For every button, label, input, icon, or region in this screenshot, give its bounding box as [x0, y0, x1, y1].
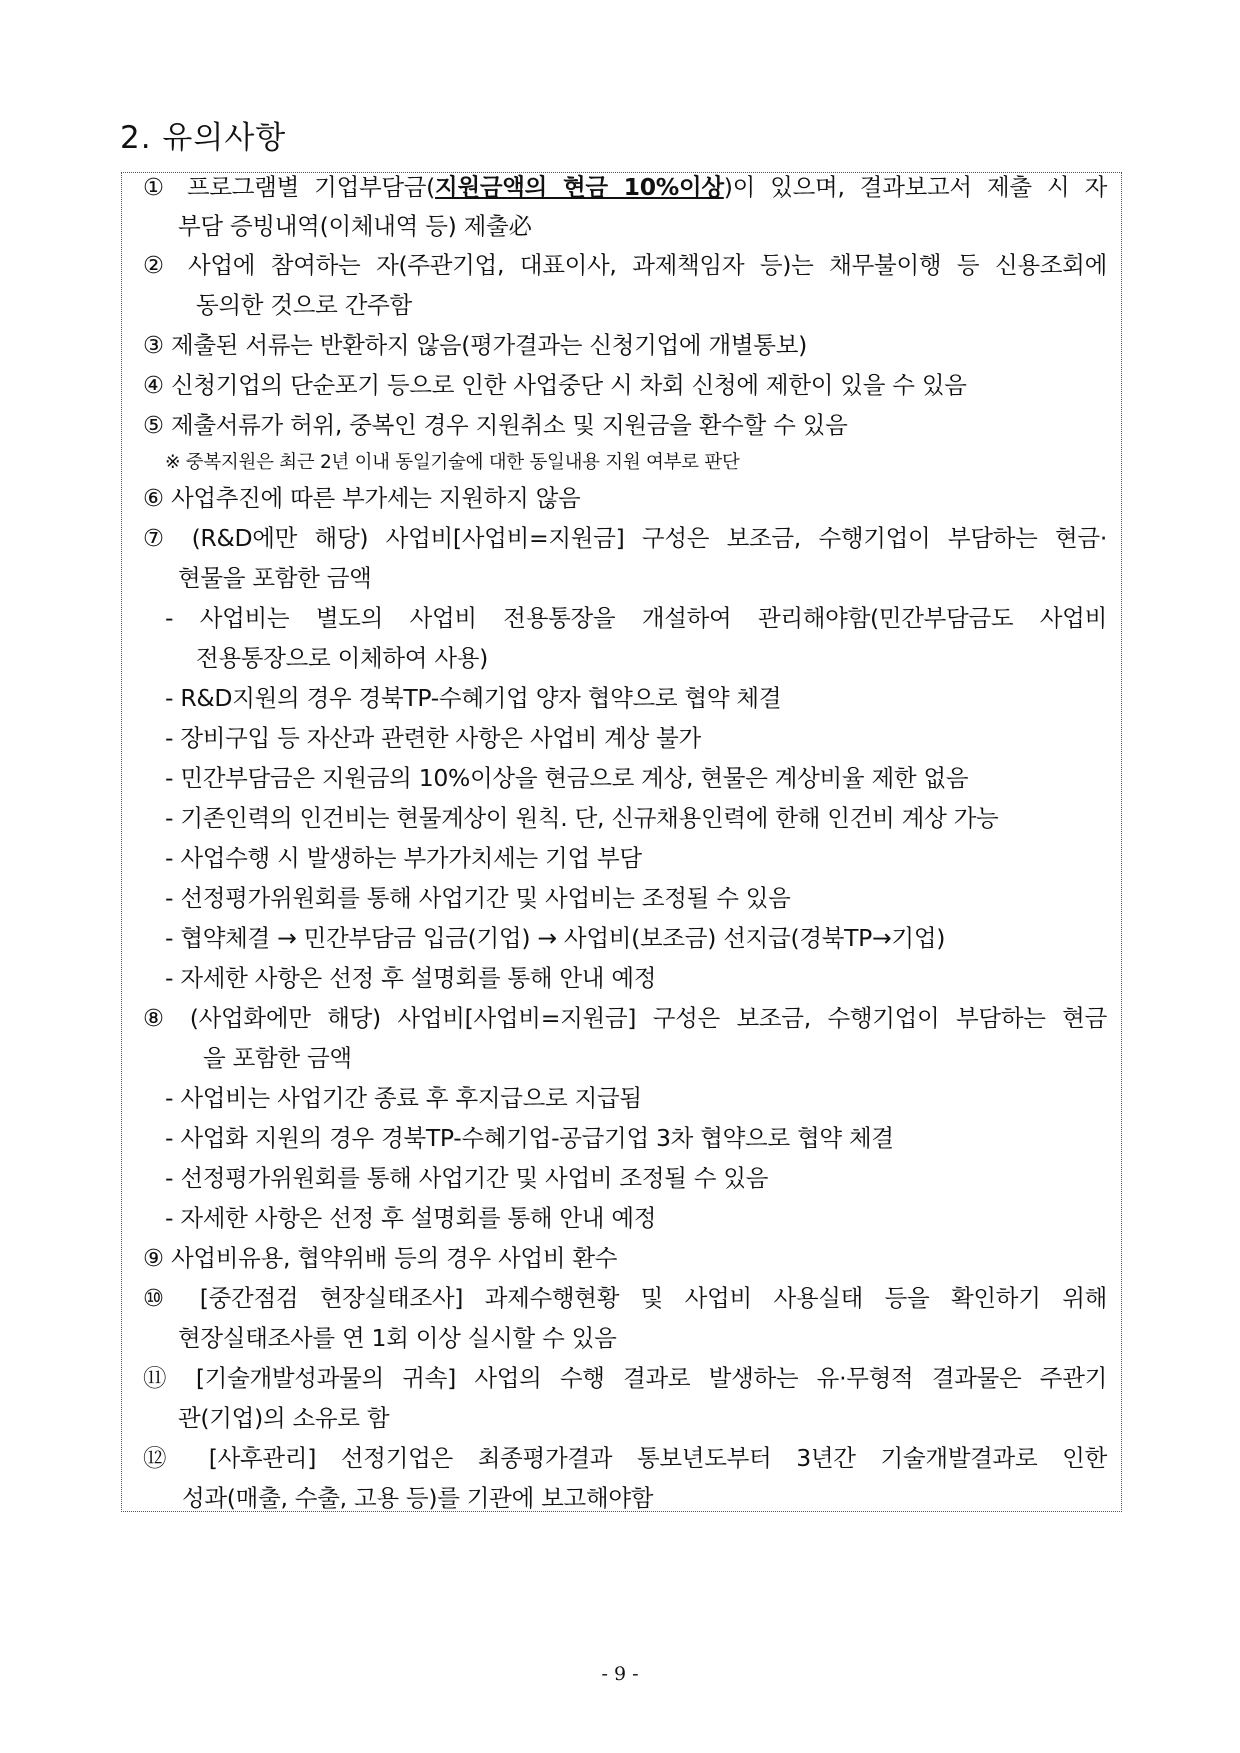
section-title: 2. 유의사항: [120, 120, 287, 156]
notice-item-6: ⑥ 사업추진에 따른 부가세는 지원하지 않음: [143, 484, 581, 512]
notice-item-5: ⑤ 제출서류가 허위, 중복인 경우 지원취소 및 지원금을 환수할 수 있음: [143, 411, 848, 439]
notice-item-4: ④ 신청기업의 단순포기 등으로 인한 사업중단 시 차회 신청에 제한이 있을 수 있음: [143, 371, 967, 399]
notice-item-8-line1: ⑧ (사업화에만 해당) 사업비[사업비=지원금] 구성은 보조금, 수행기업이 부담하는 현금: [143, 1004, 1107, 1032]
sub-item: - 민간부담금은 지원금의 10%이상을 현금으로 계상, 현물은 계상비율 제한 없음: [165, 764, 969, 792]
item-marker: ②: [143, 251, 173, 279]
notice-item-8-line2: 을 포함한 금액: [203, 1044, 352, 1072]
highlight-text: 지원금액의 현금 10%이상: [435, 173, 724, 201]
sub-item: - 선정평가위원회를 통해 사업기간 및 사업비는 조정될 수 있음: [165, 884, 791, 912]
item-marker: ④: [143, 371, 164, 399]
notice-item-5-note: ※ 중복지원은 최근 2년 이내 동일기술에 대한 동일내용 지원 여부로 판단: [165, 452, 740, 473]
item-marker: ⑥: [143, 484, 164, 512]
page-number: - 9 -: [601, 1663, 639, 1685]
sub-item: - 장비구입 등 자산과 관련한 사항은 사업비 계상 불가: [165, 724, 701, 752]
item-marker: ⑪: [143, 1364, 178, 1392]
notice-item-2-line1: ② 사업에 참여하는 자(주관기업, 대표이사, 과제책임자 등)는 채무불이행 등 신용조회에: [143, 251, 1107, 279]
notice-item-1-line1: ① 프로그램별 기업부담금(지원금액의 현금 10%이상)이 있으며, 결과보고서 제출 시 자: [143, 173, 1107, 201]
sub-item: - 사업화 지원의 경우 경북TP-수혜기업-공급기업 3차 협약으로 협약 체결: [165, 1124, 894, 1152]
sub-item: - R&D지원의 경우 경북TP-수혜기업 양자 협약으로 협약 체결: [165, 684, 782, 712]
item-marker: ③: [143, 331, 164, 359]
sub-item: - 사업비는 별도의 사업비 전용통장을 개설하여 관리해야함(민간부담금도 사업비: [165, 604, 1107, 632]
notice-item-1-line2: 부담 증빙내역(이체내역 등) 제출必: [178, 212, 532, 240]
item-marker: ⑧: [143, 1004, 174, 1032]
item-marker: ⑦: [143, 524, 175, 552]
sub-item: - 기존인력의 인건비는 현물계상이 원칙. 단, 신규채용인력에 한해 인건비 계상 가능: [165, 804, 999, 832]
sub-item: - 자세한 사항은 선정 후 설명회를 통해 안내 예정: [165, 1204, 657, 1232]
notice-item-3: ③ 제출된 서류는 반환하지 않음(평가결과는 신청기업에 개별통보): [143, 331, 807, 359]
notice-item-10-line2: 현장실태조사를 연 1회 이상 실시할 수 있음: [178, 1324, 617, 1352]
item-marker: ⑤: [143, 411, 164, 439]
notice-item-10-line1: ⑩ [중간점검 현장실태조사] 과제수행현황 및 사업비 사용실태 등을 확인하기 위해: [143, 1284, 1107, 1312]
notice-item-12-line1: ⑫ [사후관리] 선정기업은 최종평가결과 통보년도부터 3년간 기술개발결과로 인한: [143, 1444, 1107, 1472]
notice-item-11-line2: 관(기업)의 소유로 함: [178, 1404, 390, 1432]
notice-item-7-line1: ⑦ (R&D에만 해당) 사업비[사업비=지원금] 구성은 보조금, 수행기업이 부담하는 현금·: [143, 524, 1107, 552]
notice-item-2-line2: 동의한 것으로 간주함: [196, 291, 412, 319]
item-marker: ⑨: [143, 1244, 164, 1272]
sub-item: - 사업비는 사업기간 종료 후 후지급으로 지급됨: [165, 1084, 642, 1112]
notice-item-9: ⑨ 사업비유용, 협약위배 등의 경우 사업비 환수: [143, 1244, 618, 1272]
item-marker: ⑩: [143, 1284, 179, 1312]
notice-item-11-line1: ⑪ [기술개발성과물의 귀속] 사업의 수행 결과로 발생하는 유·무형적 결과물은 주관기: [143, 1364, 1108, 1392]
notice-item-12-line2: 성과(매출, 수출, 고용 등)를 기관에 보고해야함: [182, 1484, 654, 1512]
sub-item-line2: 전용통장으로 이체하여 사용): [196, 644, 489, 672]
sub-item: - 선정평가위원회를 통해 사업기간 및 사업비 조정될 수 있음: [165, 1164, 769, 1192]
item-marker: ①: [143, 173, 172, 201]
sub-item: - 협약체결 → 민간부담금 입금(기업) → 사업비(보조금) 선지급(경북TP→기업): [165, 924, 946, 952]
notice-item-7-line2: 현물을 포함한 금액: [178, 564, 372, 592]
item-marker: ⑫: [143, 1444, 184, 1472]
sub-item: - 자세한 사항은 선정 후 설명회를 통해 안내 예정: [165, 964, 657, 992]
sub-item: - 사업수행 시 발생하는 부가가치세는 기업 부담: [165, 844, 642, 872]
